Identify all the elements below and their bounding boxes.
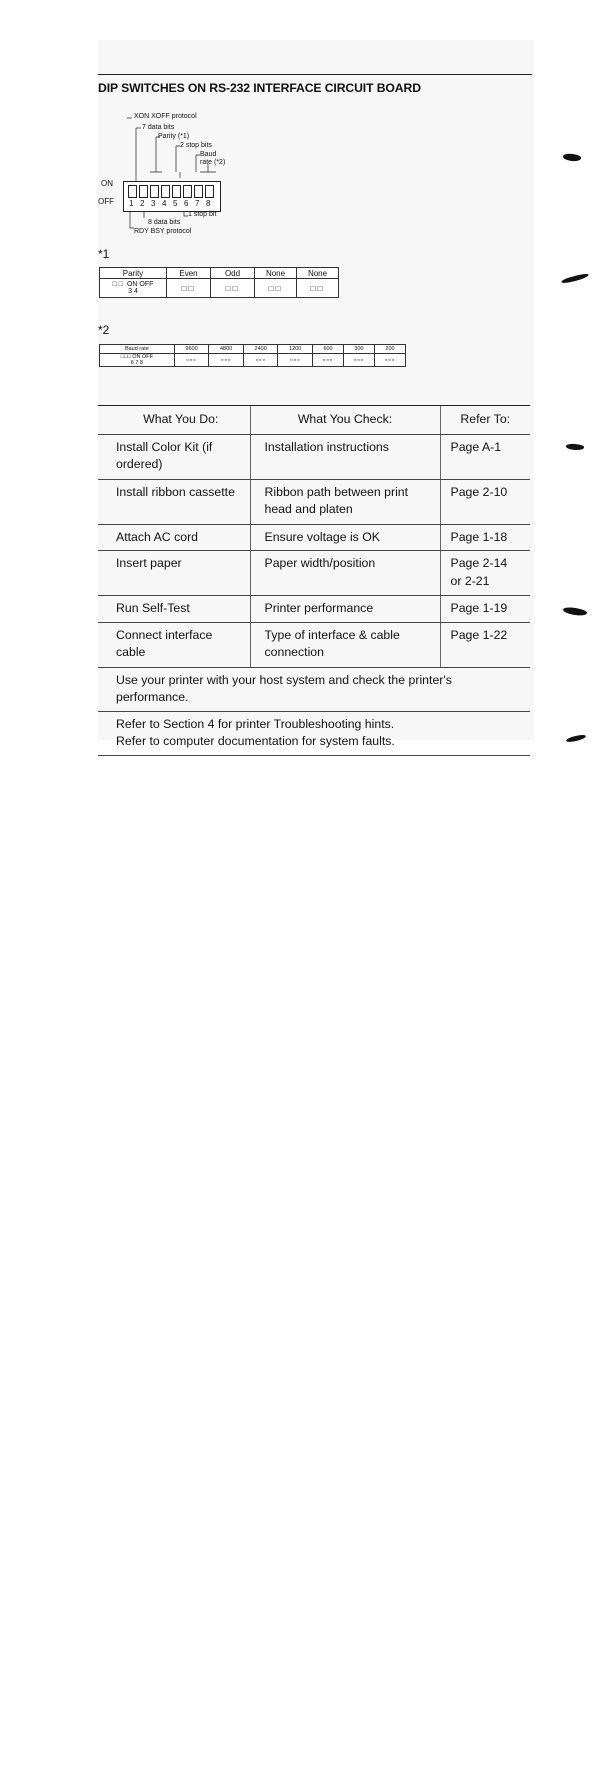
parity-switch-cell: □□ ON OFF 3 4 <box>100 279 167 298</box>
parity-switch-label: 3 4 <box>128 288 138 295</box>
parity-header: Parity <box>100 268 167 279</box>
row-do: Install ribbon cassette <box>98 479 250 524</box>
parity-setting: □□ <box>167 279 211 298</box>
col-header-check: What You Check: <box>250 406 440 435</box>
host-system-note: Use your printer with your host system and check the printer's performance. <box>98 667 530 711</box>
table-row <box>98 524 530 551</box>
dip-switch <box>150 185 159 198</box>
table-row <box>98 622 530 667</box>
row-do: Insert paper <box>98 551 250 596</box>
row-check: Printer performance <box>250 596 440 623</box>
baud-col: 1200 <box>278 345 313 354</box>
parity-col: None <box>297 268 339 279</box>
baud-setting: ▫▫▫ <box>374 354 405 367</box>
baud-switch-cell: □□□ ON OFF 6 7 8 <box>100 354 175 367</box>
dip-switch <box>194 185 203 198</box>
row-refer: Page 1-22 <box>440 622 530 667</box>
dip-off-label: OFF <box>98 197 114 206</box>
binding-hole-mark <box>563 153 582 162</box>
parity-setting: □□ <box>255 279 297 298</box>
table-row <box>98 479 530 524</box>
parity-col: Even <box>167 268 211 279</box>
dip-switch-number: 4 <box>162 199 167 208</box>
dip-switch-number: 1 <box>129 199 134 208</box>
dip-on-label: ON <box>101 179 113 188</box>
dip-label-rdy: RDY BSY protocol <box>134 228 192 235</box>
parity-table <box>99 267 339 298</box>
col-header-do: What You Do: <box>98 406 250 435</box>
dip-switch-number: 3 <box>151 199 156 208</box>
baud-setting: ▫▫▫ <box>278 354 313 367</box>
baud-col: 300 <box>344 345 375 354</box>
row-refer: Page 2-10 <box>440 479 530 524</box>
table-row <box>98 434 530 479</box>
dip-label-xon: XON XOFF protocol <box>134 113 197 120</box>
dip-switch <box>183 185 192 198</box>
dip-switch-number: 6 <box>184 199 189 208</box>
baud-on-off: ON OFF <box>132 354 153 360</box>
baud-col: 4800 <box>209 345 244 354</box>
baud-setting: ▫▫▫ <box>243 354 278 367</box>
row-refer: Page 1-18 <box>440 524 530 551</box>
baud-col: 9600 <box>174 345 209 354</box>
dip-label-baud: Baud <box>200 151 217 158</box>
dip-label-1stop: 1 stop bit <box>188 211 217 218</box>
binding-hole-mark <box>563 606 588 617</box>
binding-hole-mark <box>566 734 587 743</box>
table-row <box>98 596 530 623</box>
row-check: Installation instructions <box>250 434 440 479</box>
dip-label-7bits: 7 data bits <box>142 124 175 131</box>
dip-switch <box>128 185 137 198</box>
parity-on-off: ON OFF <box>126 281 154 288</box>
row-refer: Page A-1 <box>440 434 530 479</box>
row-check: Type of interface & cable connection <box>250 622 440 667</box>
dip-switch <box>205 185 214 198</box>
baud-switch-label: 6 7 8 <box>130 360 143 366</box>
row-refer: Page 2-14 or 2-21 <box>440 551 530 596</box>
dip-label-baudrate: rate (*2) <box>200 159 226 166</box>
troubleshooting-line: Refer to Section 4 for printer Troubleshooting hints. <box>116 716 395 731</box>
troubleshooting-note <box>98 711 530 755</box>
note2-mark: *2 <box>98 323 110 337</box>
dip-switch-block <box>123 181 221 212</box>
baud-header: Baud rate <box>100 345 175 354</box>
row-check: Ribbon path between print head and platen <box>250 479 440 524</box>
row-refer: Page 1-19 <box>440 596 530 623</box>
dip-switch-number: 2 <box>140 199 145 208</box>
baud-setting: ▫▫▫ <box>174 354 209 367</box>
row-do: Install Color Kit (if ordered) <box>98 434 250 479</box>
dip-switch-number: 8 <box>206 199 211 208</box>
table-row <box>98 551 530 596</box>
dip-label-2stop: 2 stop bits <box>180 142 212 149</box>
note1-mark: *1 <box>98 247 110 261</box>
baud-col: 600 <box>313 345 344 354</box>
setup-checklist-table <box>98 405 530 756</box>
baud-setting: ▫▫▫ <box>344 354 375 367</box>
col-header-refer: Refer To: <box>440 406 530 435</box>
baud-setting: ▫▫▫ <box>313 354 344 367</box>
row-do: Attach AC cord <box>98 524 250 551</box>
dip-switch <box>172 185 181 198</box>
dip-switch <box>139 185 148 198</box>
documentation-line: Refer to computer documentation for system faults. <box>116 734 395 748</box>
row-check: Ensure voltage is OK <box>250 524 440 551</box>
binding-hole-mark <box>566 443 585 451</box>
parity-setting: □□ <box>211 279 255 298</box>
dip-switch <box>161 185 170 198</box>
parity-col: None <box>255 268 297 279</box>
dip-label-8bits: 8 data bits <box>148 219 181 226</box>
dip-label-parity: Parity (*1) <box>158 133 190 140</box>
row-check: Paper width/position <box>250 551 440 596</box>
dip-switch-number: 7 <box>195 199 200 208</box>
parity-col: Odd <box>211 268 255 279</box>
top-rule <box>98 74 532 75</box>
baud-setting: ▫▫▫ <box>209 354 244 367</box>
section-title: DIP SWITCHES ON RS-232 INTERFACE CIRCUIT BOARD <box>98 81 421 95</box>
dip-switch-number: 5 <box>173 199 178 208</box>
row-do: Run Self-Test <box>98 596 250 623</box>
baud-col: 200 <box>374 345 405 354</box>
row-do: Connect interface cable <box>98 622 250 667</box>
parity-setting: □□ <box>297 279 339 298</box>
baud-col: 2400 <box>243 345 278 354</box>
binding-hole-mark <box>561 273 589 285</box>
baud-table <box>99 344 406 367</box>
